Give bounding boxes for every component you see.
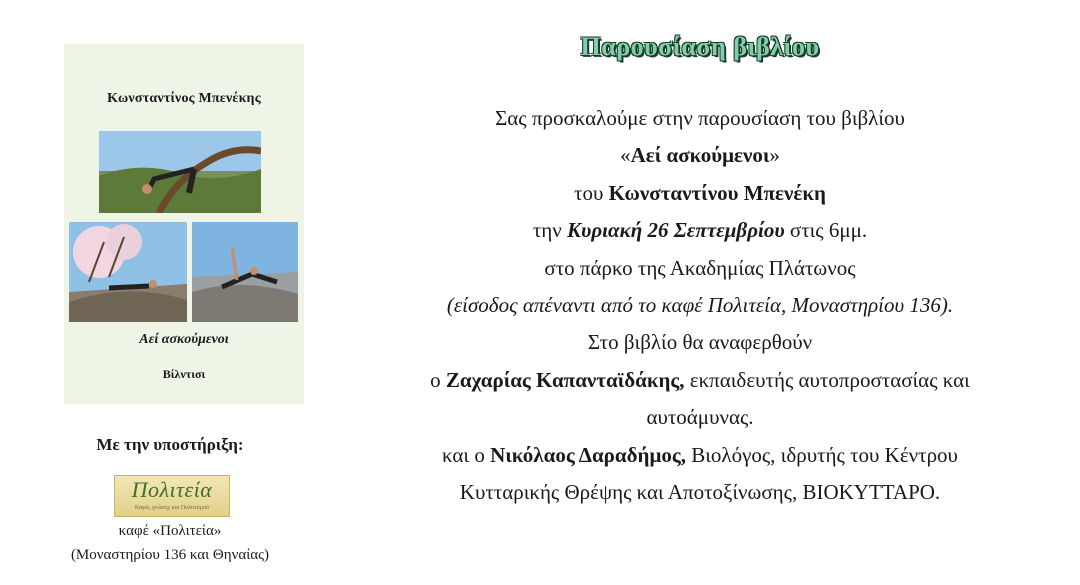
invitation-line-5: στο πάρκο της Ακαδημίας Πλάτωνος [544, 255, 856, 280]
speaker1-prefix: ο [430, 367, 446, 392]
invitation-line-1: Σας προσκαλούμε στην παρουσίαση του βιβλίου [495, 106, 905, 130]
speaker2-role: Βιολόγος, ιδρυτής του Κέντρου [685, 442, 958, 467]
logo-text: Πολιτεία [131, 477, 213, 502]
event-date: Κυριακή 26 Σεπτεμβρίου [567, 218, 785, 243]
cafe-name: καφέ «Πολιτεία» [118, 523, 222, 539]
cover-photo-side-plank [192, 222, 298, 322]
cover-author: Κωνσταντίνος Μπενέκης [107, 91, 261, 106]
author-prefix: του [574, 180, 609, 205]
quote-open: « [620, 143, 631, 168]
author-name: Κωνσταντίνου Μπενέκη [608, 180, 826, 205]
politeia-logo [114, 475, 230, 517]
invitation-line-11: Κυτταρικής Θρέψης και Αποτοξίνωσης, ΒΙΟΚΥΤΤΑΡΟ. [459, 479, 941, 504]
invitation-line-8 [340, 362, 1060, 399]
invitation-line-3 [340, 175, 1060, 212]
speaker1-role: εκπαιδευτής αυτοπροστασίας και [684, 367, 970, 392]
cover-title: Αεί ασκούμενοι [139, 332, 229, 347]
date-prefix: την [532, 218, 568, 243]
invitation-text [340, 100, 1060, 511]
invitation-line-2 [340, 137, 1060, 174]
cover-photo-tree-hang [99, 131, 261, 213]
speaker2-name: Νικόλαος Δαραδήμος, [490, 442, 686, 467]
book-cover [64, 44, 304, 404]
cafe-address: (Μοναστηρίου 136 και Θηναίας) [70, 547, 270, 563]
invitation-line-9: αυτοάμυνας. [646, 405, 754, 430]
speaker2-prefix: και ο [442, 442, 491, 467]
page-title: Παρουσίαση βιβλίου [580, 32, 820, 61]
cover-photo-pushup-blossom [69, 222, 187, 322]
invitation-line-4 [340, 212, 1060, 249]
logo-subtext: Καφές γνώσης και Πολιτισμού [134, 505, 210, 511]
quote-close: » [769, 143, 780, 168]
book-title: Αεί ασκούμενοι [630, 143, 770, 168]
cover-publisher: Βίλντισι [162, 367, 206, 381]
invitation-line-10 [340, 437, 1060, 474]
speaker1-name: Ζαχαρίας Καπανταϊδάκης, [445, 367, 685, 392]
event-time: στις 6μμ. [784, 218, 868, 243]
invitation-line-6: (είσοδος απέναντι από το καφέ Πολιτεία, Μοναστηρίου 136). [446, 292, 954, 317]
support-label: Με την υποστήριξη: [96, 435, 244, 454]
invitation-line-7: Στο βιβλίο θα αναφερθούν [587, 330, 813, 355]
